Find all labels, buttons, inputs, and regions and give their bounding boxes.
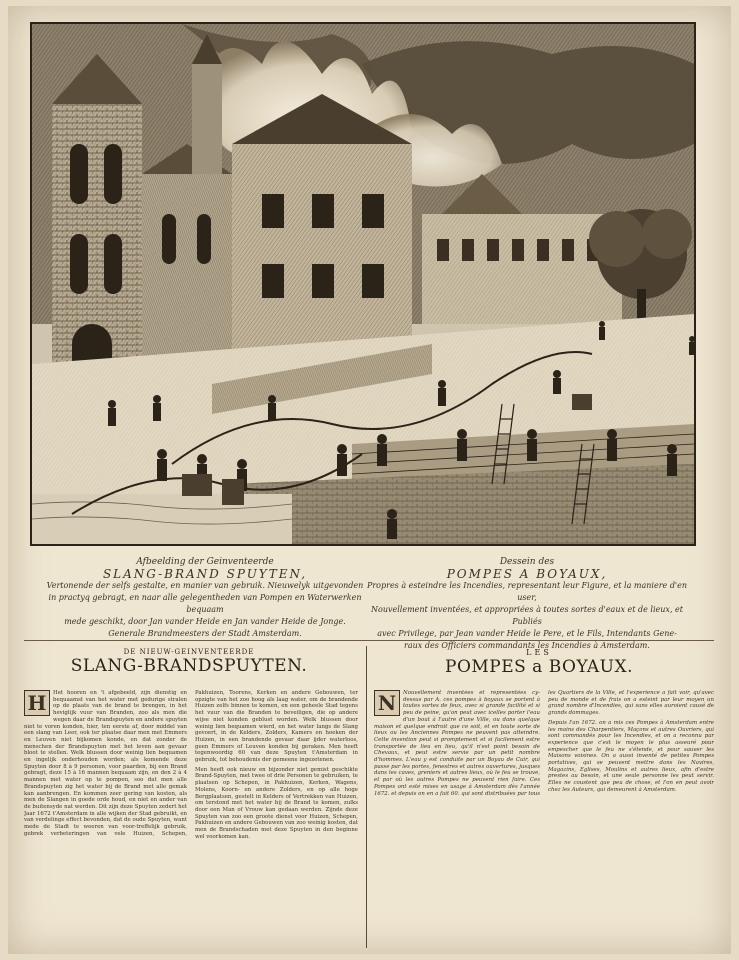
- caption-line: Dessein des: [499, 557, 555, 567]
- figure: [457, 429, 467, 461]
- heading-subtitle: DE NIEUW-GEINVENTEERDE: [123, 648, 255, 656]
- caption-french: [362, 556, 692, 652]
- body-paragraph: Depuis l'an 1672. on a mis ces Pompes à Amsterdam entre les mains des Charpentiers, Maçons et autres Ouvriers, qui sont commandés pour les Incendies, et on a reconnu par experience que c'est le moyen le plus asseuré pour empescher que le feu ne s'étende, et pour sauver les Maisons voisines. On a aussi inventé de petites Pompes portatives, qui se peuvent mettre dans les Navires, Magazins, Eglises, Moulins et autres lieux, afin d'estre prestes au besoin, et une seule personne les peut servir. Elles ne coustent que peu de chose, et l'on en peut avoir chez les Auteurs, qui demeurent à Amsterdam.: [548, 719, 714, 793]
- caption-line: Propres à esteindre les Incendies, representant leur Figure, et la maniere d'en user,: [366, 581, 688, 602]
- drop-cap: N: [374, 690, 400, 716]
- column-divider: [366, 646, 367, 948]
- caption-line: avec Privilege, par Jean vander Heide le Pere, et le Fils, Intendants Gene-: [377, 629, 677, 638]
- body-paragraph: Het hooren en 't afgebeeld, zijn dienstig en bequaamst van het water met gedurige stralen op de plaats van de brand te brengen, in het heviglijk vuur van Branden, zoo als men die wegen daar de Brandspuyten en andere spuyten niet te voren konden, hier, ten eerste af, door middel van een slang van Leer, ook ter plaatse daar men met Emmers en Leuven niet bijkomen konde, en dat zonder de menschen der Brandspuyten met het leven aan gevaar bloot te stellen. Welk blussen door weinig lien bequamen en ingelijk onderhouden worden; als komende deze Spuyten door 8 à 9 personen, voor paarden, bij een Brand gebragt, deze 15 à 16 mannen bequaam zijn, en den 2 à 4 mannen met water op te pompen, soo dat men alle Brandspuyten zig het water bij de Brand met alle gemak kan aanbrengen. En kommen zeer gering van kosten, als men de Slangen in goede orde houd, en niet en ander van de buitensyde nat werden. Dit zijn deze Spuyten zedert het Jaar 1672 t'Amsterdam in alle wijken der Stad gebruikt, en van verdelinge effect bevonden, dat de oude Spuyten, want mede de Stadt te weeren van voor-treffelijk gebruik, gebrek verbeteringen van vele Huizen, Schepen, Pakhuizen, Toorens, Kerken en andere Gebouwen, ter opzigte van het zoo hoog als laag water, om de brandende Huizen zelfs binnen te komen, en een geheele Stad tegens het vuur van die Branden te beveiligen, die op andere wijse niet konden geblust worden. Welk blussen door weinig lien bequamen wierd, en het water langs de Slang gevoert, in de Kelders, Zolders, Kamers en hoeken der Huizen, in een brandende gevaar daar ijder waterloos, geen Emmers of Leuven konden bij geraken. Men heeft tegenwoordig 60 van deze Spuyten t'Amsterdam in gebruik, tot behoudenis der gemeene ingezetenen.: [24, 690, 358, 837]
- separator-rule: [24, 640, 714, 641]
- figure: [599, 321, 605, 340]
- figure: [438, 380, 446, 406]
- figure: [337, 444, 347, 476]
- heading-title: SLANG-BRANDSPUYTEN.: [70, 656, 308, 676]
- figure: [153, 395, 161, 421]
- figure: [527, 429, 537, 461]
- french-text-columns: [374, 690, 714, 952]
- canal-water: [32, 494, 292, 544]
- body-paragraph: Nouvellement inventées et representées cy-dessus par A. ces pompes à boyaux se portent à toutes sortes de feux, avec si grande facilité et si peu de peine, qu'on peut avec icelles porter l'eau d'un bout à l'autre d'une Ville, ou dans quelque maison et quelque endroit que ce soit, et en toute sorte de lieux ou les Anciennes Pompes ne peuvent pas atteindre. Cette invention peut si promptement et si facilement estre transportée de lieu en lieu, qu'il n'est point besoin de Chevaux, et peut estre servie par un petit nombre d'hommes. L'eau y est conduite par un Boyau de Cuir, qui passe par les portes, fenestres et autres ouvertures, jusques dans les caves, greniers et autres lieux, où le feu se trouve, et par où les autres Pompes ne peuvent rien faire. Ces Pompes ont esté mises en usage à Amsterdam dès l'année 1672. et depuis on en a fait 60. qui sont distribuées par tous les Quartiers de la Ville, et l'experience a fait voir, qu'avec peu de monde et de frais on a esteint par leur moyen un grand nombre d'Incendies, qui sans elles auroient causé de grands dommages.: [374, 690, 714, 797]
- figure: [553, 370, 561, 394]
- caption-title: POMPES A BOYAUX,: [446, 567, 608, 581]
- caption-line: Afbeelding der Geinventeerde: [136, 557, 274, 567]
- fire-scene-engraving: [32, 24, 694, 544]
- figure: [268, 395, 276, 421]
- heading-subtitle: LES: [526, 648, 552, 657]
- figure: [689, 336, 694, 355]
- heading-dutch: [24, 648, 354, 676]
- caption-title: SLANG-BRAND SPUYTEN,: [102, 567, 308, 581]
- body-paragraph: Men heeft ook nieuw en bijzonder niet gemist geschikte Brand-Spuyten, met twee of drie Personen te gebruiken, te plaatsen op Schepen, in Pakhuizen, Kerken, Wagens, Molens, Koorn- en andere Zolders, en op alle hoge Bergplaatsen, gestelt in Kelders of Vertrekken van Huizen, om terstond met het water bij de Brand te komen, zulks door een Man of Vrouw kan gedaan werden. Zijnde deze Spuyten van zoo een groote dienst voor Huizen, Schepen, Pakhuizen en andere Gebouwen van zoo weinig kosten, dat men de Brandschaden met deze Spuyten in den beginne wel voorkomen kan.: [195, 766, 358, 840]
- figure: [607, 429, 617, 461]
- drop-cap: H: [24, 690, 50, 716]
- figure: [157, 449, 167, 481]
- engraving-plate: [30, 22, 696, 546]
- caption-line: Generale Brandmeesters der Stadt Amsterdam.: [108, 629, 302, 638]
- caption-line: mede geschikt, door Jan vander Heide en Jan vander Heide de Jonge.: [64, 617, 346, 626]
- caption-line: Nouvellement inventées, et appropriées à toutes sortes d'eaux et de lieux, et Publiés: [371, 605, 683, 626]
- dutch-text-columns: [24, 690, 358, 952]
- caption-line: raux des Officiers commandants les Incendies à Amsterdam.: [404, 641, 650, 650]
- figure: [377, 434, 387, 466]
- figure: [387, 509, 397, 539]
- caption-dutch: [40, 556, 370, 640]
- caption-line: in practyq gebragt, en naar alle gelegentheden van Pompen en Waterwerken bequaam: [48, 593, 362, 614]
- heading-title: POMPES a BOYAUX.: [445, 657, 633, 677]
- figure: [108, 400, 116, 426]
- caption-line: Vertonende der selfs gestalte, en manier van gebruik. Nieuwelyk uitgevonden: [46, 581, 364, 590]
- heading-french: [374, 648, 704, 677]
- figure: [667, 444, 677, 476]
